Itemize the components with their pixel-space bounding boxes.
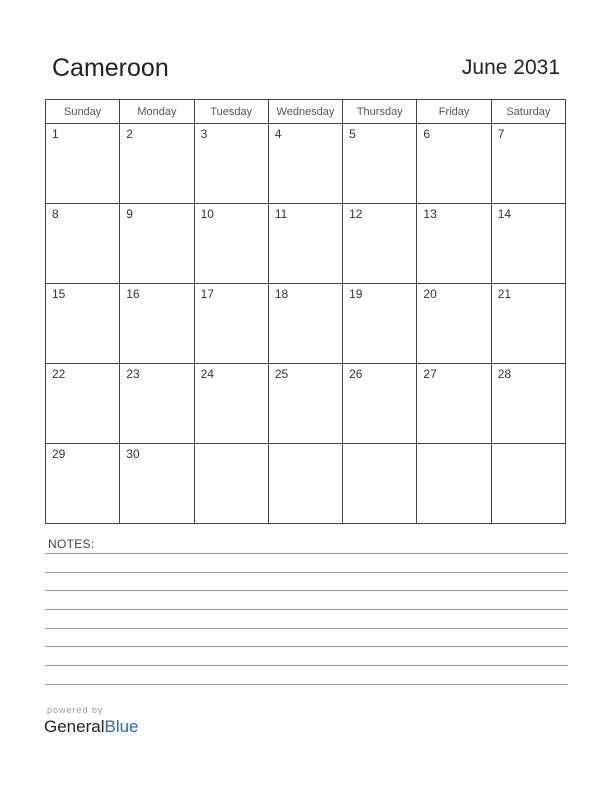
note-line: [45, 646, 568, 647]
day-cell: [343, 444, 417, 524]
day-cell: 4: [268, 124, 342, 204]
day-cell: 27: [417, 364, 491, 444]
day-cell: 16: [120, 284, 194, 364]
day-cell: 23: [120, 364, 194, 444]
brand-general-text: General: [44, 717, 105, 736]
day-cell: 3: [194, 124, 268, 204]
day-cell: [194, 444, 268, 524]
day-cell: 29: [46, 444, 120, 524]
day-cell: 1: [46, 124, 120, 204]
week-row: [46, 124, 566, 204]
day-cell: 12: [343, 204, 417, 284]
country-title: Cameroon: [52, 54, 169, 82]
day-cell: 13: [417, 204, 491, 284]
note-line: [45, 684, 568, 685]
note-line: [45, 628, 568, 629]
generalblue-logo[interactable]: [44, 717, 139, 737]
day-cell: 20: [417, 284, 491, 364]
month-year-title: June 2031: [461, 56, 560, 79]
day-cell: 14: [491, 204, 565, 284]
powered-by-text: powered by: [47, 705, 104, 715]
note-line: [45, 590, 568, 591]
day-cell: [491, 444, 565, 524]
day-cell: 25: [268, 364, 342, 444]
day-cell: 9: [120, 204, 194, 284]
week-row: [46, 444, 566, 524]
calendar-grid: [45, 99, 566, 524]
weekday-thursday: Thursday: [343, 100, 417, 124]
day-cell: 10: [194, 204, 268, 284]
day-cell: 8: [46, 204, 120, 284]
weekday-header-row: [46, 100, 566, 124]
week-row: [46, 284, 566, 364]
day-cell: 5: [343, 124, 417, 204]
day-cell: 17: [194, 284, 268, 364]
day-cell: 2: [120, 124, 194, 204]
weekday-tuesday: Tuesday: [194, 100, 268, 124]
weekday-saturday: Saturday: [491, 100, 565, 124]
notes-label: NOTES:: [48, 537, 95, 551]
weekday-sunday: Sunday: [46, 100, 120, 124]
day-cell: 24: [194, 364, 268, 444]
day-cell: 7: [491, 124, 565, 204]
weekday-friday: Friday: [417, 100, 491, 124]
day-cell: 19: [343, 284, 417, 364]
day-cell: [268, 444, 342, 524]
brand-blue-text: Blue: [104, 717, 139, 736]
day-cell: 26: [343, 364, 417, 444]
week-row: [46, 204, 566, 284]
day-cell: [417, 444, 491, 524]
note-line: [45, 553, 568, 554]
week-row: [46, 364, 566, 444]
note-line: [45, 665, 568, 666]
day-cell: 6: [417, 124, 491, 204]
day-cell: 22: [46, 364, 120, 444]
day-cell: 15: [46, 284, 120, 364]
weekday-monday: Monday: [120, 100, 194, 124]
note-line: [45, 609, 568, 610]
day-cell: 21: [491, 284, 565, 364]
day-cell: 11: [268, 204, 342, 284]
day-cell: 18: [268, 284, 342, 364]
day-cell: 30: [120, 444, 194, 524]
note-line: [45, 572, 568, 573]
day-cell: 28: [491, 364, 565, 444]
weekday-wednesday: Wednesday: [268, 100, 342, 124]
